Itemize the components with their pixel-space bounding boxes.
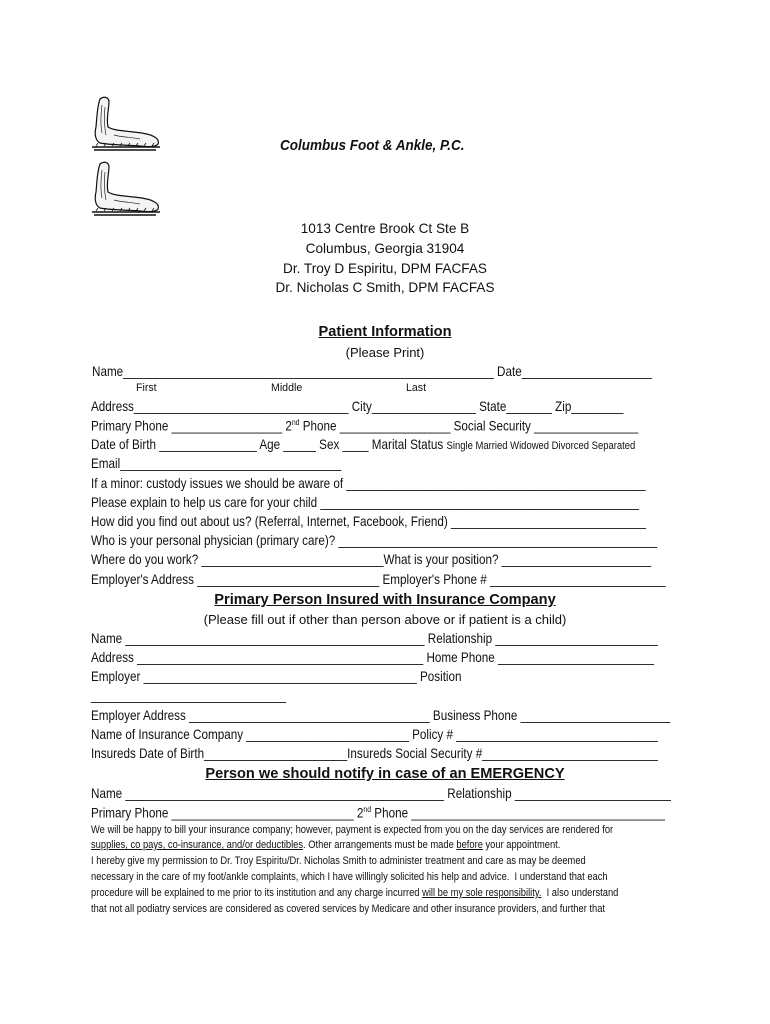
insurance-note: (Please fill out if other than person above or if patient is a child): [203, 612, 567, 627]
patient-info-heading: Patient Information: [318, 324, 452, 340]
name-sub-last: Last: [406, 382, 427, 394]
work-field[interactable]: Where do you work? ____________________________What is your position? _______________________: [91, 552, 652, 567]
emergency-phone-field[interactable]: Primary Phone ____________________________ 2nd Phone _______________________________________: [91, 805, 665, 821]
insured-employer-field[interactable]: Employer __________________________________________ Position: [91, 669, 462, 684]
insured-name-field[interactable]: Name ______________________________________________ Relationship _________________________: [91, 631, 658, 646]
email-field[interactable]: Email__________________________________: [91, 456, 342, 471]
name-sub-middle: Middle: [271, 382, 303, 394]
doctor-line-1: Dr. Troy D Espiritu, DPM FACFAS: [283, 261, 487, 276]
doctor-line-2: Dr. Nicholas C Smith, DPM FACFAS: [275, 280, 495, 295]
name-field[interactable]: Name_________________________________________________________ Date____________________: [92, 364, 652, 379]
insured-address-field[interactable]: Address ____________________________________________ Home Phone ________________________: [91, 650, 654, 665]
foot-logo-icon: [90, 160, 162, 218]
insured-employer-cont[interactable]: ______________________________: [91, 688, 287, 703]
insurance-heading: Primary Person Insured with Insurance Company: [214, 592, 556, 608]
insured-dob-field[interactable]: Insureds Date of Birth______________________Insureds Social Security #___________________________: [91, 746, 658, 761]
insurance-company-field[interactable]: Name of Insurance Company _________________________ Policy # _______________________________: [91, 727, 658, 742]
consent-paragraph-4: that not all podiatry services are considered as covered services by Medicare and other insurance providers, and further that: [91, 903, 606, 915]
emergency-name-field[interactable]: Name _________________________________________________ Relationship ________________________: [91, 786, 671, 801]
dob-field[interactable]: Date of Birth _______________ Age _____ Sex ____ Marital Status Single Married Widowed Divorced Separated: [91, 437, 636, 452]
phone-field[interactable]: Primary Phone _________________ 2nd Phone _________________ Social Security ________________: [91, 418, 639, 434]
practice-name: Columbus Foot & Ankle, P.C.: [280, 137, 465, 154]
employer-address-field[interactable]: Employer's Address ____________________________ Employer's Phone # ___________________________: [91, 572, 666, 587]
print-note: (Please Print): [345, 345, 425, 360]
billing-paragraph: We will be happy to bill your insurance company; however, payment is expected from you on the day services are rendered for: [91, 824, 614, 836]
billing-paragraph-cont: supplies, co pays, co-insurance, and/or deductibles. Other arrangements must be made before your appointment.: [91, 839, 561, 851]
custody-field[interactable]: If a minor: custody issues we should be aware of ______________________________________________: [91, 476, 646, 491]
consent-paragraph: I hereby give my permission to Dr. Troy Espiritu/Dr. Nicholas Smith to administer treatment and care as may be deemed: [91, 855, 586, 867]
child-care-field[interactable]: Please explain to help us care for your child _________________________________________________: [91, 495, 639, 510]
emergency-heading: Person we should notify in case of an EMERGENCY: [205, 766, 565, 782]
referral-field[interactable]: How did you find out about us? (Referral, Internet, Facebook, Friend) ______________________________: [91, 514, 647, 529]
name-sub-first: First: [136, 382, 157, 394]
foot-logo-icon: [90, 95, 162, 153]
physician-field[interactable]: Who is your personal physician (primary care)? _________________________________________________: [91, 533, 658, 548]
address-line-1: 1013 Centre Brook Ct Ste B: [300, 221, 470, 236]
address-line-2: Columbus, Georgia 31904: [305, 241, 465, 256]
address-field[interactable]: Address_________________________________ City________________ State_______ Zip________: [91, 399, 624, 414]
consent-paragraph-2: necessary in the care of my foot/ankle complaints, which I have willingly solicited his help and advice. I understand that each: [91, 871, 608, 883]
consent-paragraph-3: procedure will be explained to me prior to its institution and any charge incurred will be my sole responsibility. I also understand: [91, 887, 619, 899]
insured-employer-address-field[interactable]: Employer Address _____________________________________ Business Phone _______________________: [91, 708, 671, 723]
marital-options: Single Married Widowed Divorced Separated: [446, 440, 636, 452]
